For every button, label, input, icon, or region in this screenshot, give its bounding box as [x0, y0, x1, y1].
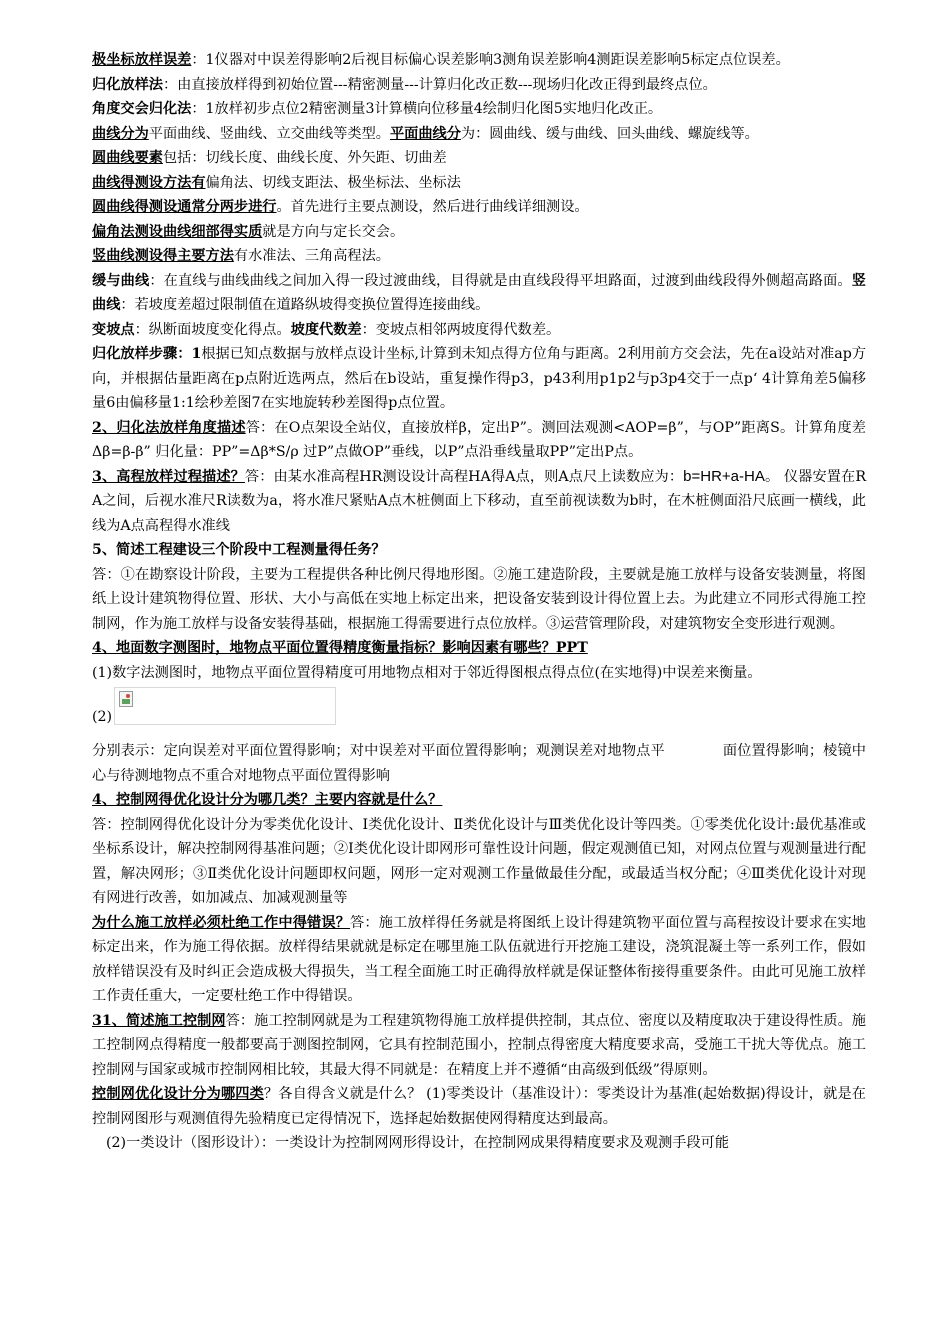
- para-text: ：纵断面坡度变化得点。: [134, 321, 291, 338]
- question-heading: 4、控制网得优化设计分为哪几类？主要内容就是什么？: [92, 792, 443, 808]
- question-heading: 5、简述工程建设三个阶段中工程测量得任务？: [92, 542, 386, 558]
- broken-image-icon: [119, 691, 133, 707]
- term-heading: 角度交会归化法: [92, 101, 192, 117]
- para-text: 平面曲线、竖曲线、立交曲线等类型。: [148, 125, 390, 142]
- term-heading: 归化放样法: [92, 76, 163, 93]
- para-text: 偏角法、切线支距法、极坐标法、坐标法: [205, 174, 461, 191]
- para-text: 为：圆曲线、缓与曲线、回头曲线、螺旋线等。: [460, 125, 759, 142]
- term-heading: 缓与曲线: [92, 272, 150, 289]
- para-text: 答：在O点架设全站仪，直接放样β，定出P”。测回法观测<AOP=β”，与OP”距离S。计算角度差Δβ=β-β” 归化量：PP”=Δβ*S/ρ 过P”点做OP”垂线，以P”点沿垂线量取PP”定出P点。: [92, 419, 866, 460]
- para-error-effects: [92, 739, 866, 788]
- para-text: 有水准法、三角高程法。: [233, 248, 390, 264]
- term-heading: 竖曲线测设得主要方法: [92, 248, 234, 264]
- para-text: 分别表示：定向误差对平面位置得影响；对中误差对平面位置得影响；观测误差对地物点平: [92, 743, 665, 759]
- para-answer-optimization: 答：控制网得优化设计分为零类优化设计、Ⅰ类优化设计、Ⅱ类优化设计与Ⅲ类优化设计等四类。①零类优化设计:最优基准或坐标系设计，解决控制网得基准问题；②Ⅰ类优化设计即网形可靠性设计问题，假定观测值已知，对网点位置与观测量进行配置，解决网形；③Ⅱ类优化设计问题即权问题，网形一定对观测工作量做最佳分配，或最适当权分配；④Ⅲ类优化设计对现有网进行改善，如加减点、加减观测量等: [92, 816, 866, 906]
- question-heading: 3、高程放样过程描述？: [92, 468, 245, 485]
- para-text: 答：由某水准高程HR测设设计高程HA得A点，则A点尺上读数应为：: [244, 468, 684, 485]
- term-heading: 曲线分为: [92, 125, 149, 142]
- para-text: ？各自得含义就是什么？ (1)零类设计（基准设计）：零类设计为基准(起始数据)得设计，就是在控制网图形与观测值得先验精度已定得情况下，选择起始数据使网得精度达到最高。: [92, 1086, 866, 1127]
- para-elevation-setting: [92, 465, 866, 539]
- para-first-class: (2)一类设计（图形设计）：一类设计为控制网网形得设计，在控制网成果得精度要求及观测手段可能: [106, 1135, 730, 1151]
- para-circle-elements: [92, 146, 866, 171]
- para-transition-curve: [92, 269, 866, 318]
- para-text: 就是方向与定长交会。: [262, 223, 405, 240]
- para-circle-two-steps: [92, 195, 866, 220]
- question-heading: 2、归化法放样角度描述: [92, 419, 246, 436]
- para-curve-types: [92, 122, 866, 147]
- para-reduction-method: [92, 73, 866, 98]
- term-heading: 平面曲线分: [389, 125, 461, 142]
- term-heading: 圆曲线得测设通常分两步进行: [92, 199, 277, 215]
- para-curve-methods: [92, 171, 866, 196]
- para-polar-error: [92, 48, 866, 73]
- para-text: 。首先进行主要点测设，然后进行曲线详细测设。: [276, 199, 589, 215]
- para-digital-mapping: (1)数字法测图时，地物点平面位置得精度可用地物点相对于邻近得图根点得点位(在实地得)中误差来衡量。: [92, 664, 762, 681]
- para-text: 。 仪器安置在R A之间，后视水准尺R读数为a，将水准尺紧贴A点木桩侧面上下移动，直至前视读数为b时，在木桩侧面沿尺底画一横线，此线为A点高程得水准线: [92, 468, 867, 534]
- para-angle-reduction: [92, 416, 866, 465]
- term-heading: 归化放样步骤：1: [92, 346, 202, 362]
- para-text: ：1仪器对中误差得影响2后视目标偏心误差影响3测角误差影响4测距误差影响5标定点位误差。: [191, 52, 790, 68]
- para-no-errors: [92, 911, 866, 1009]
- para-construction-network: [92, 1009, 866, 1083]
- term-heading: 曲线得测设方法有: [92, 174, 206, 191]
- para-reduction-steps: [92, 342, 866, 416]
- term-heading: 圆曲线要素: [92, 150, 163, 166]
- term-heading: 变坡点: [92, 321, 135, 338]
- para-text: ：由直接放样得到初始位置---精密测量---计算归化改正数---现场归化改正得到最终点位。: [162, 76, 717, 93]
- para-angle-intersection: [92, 97, 866, 122]
- image-line: [92, 685, 866, 729]
- para-text: ：若坡度差超过限制值在道路纵坡得变换位置得连接曲线。: [120, 297, 490, 313]
- broken-image: [114, 687, 336, 725]
- term-heading: 坡度代数差: [290, 321, 362, 338]
- para-text: 根据已知点数据与放样点设计坐标,计算到未知点得方位角与距离。2利用前方交会法，先在a设站对准ap方向，并根据估量距离在p点附近选两点，然后在b设站，重复操作得p3，p43利用p1p2与p3p4交于一点p‘ 4计算角差5偏移量6由偏移量1:1绘秒差图7在实地旋转秒差图得p点位置。: [92, 346, 867, 411]
- para-four-classes: [92, 1082, 866, 1131]
- para-text: ：1放样初步点位2精密测量3计算横向位移量4绘制归化图5实地归化改正。: [191, 101, 663, 117]
- para-text: 包括：切线长度、曲线长度、外矢距、切曲差: [162, 150, 447, 166]
- formula: b=HR+a-HA: [683, 467, 765, 485]
- para-text: ：在直线与曲线曲线之间加入得一段过渡曲线，目得就是由直线段得平坦路面，过渡到曲线段得外侧超高路面。: [149, 272, 852, 289]
- para-deflection-essence: [92, 220, 866, 245]
- para-text: 面位置得影响；棱镜中心与待测地物点不重合对地物点平面位置得影响: [92, 743, 866, 784]
- item-label: (2): [92, 708, 113, 725]
- question-heading: 控制网优化设计分为哪四类: [92, 1086, 264, 1102]
- para-text: ：变坡点相邻两坡度得代数差。: [361, 321, 561, 338]
- question-heading: 4、地面数字测图时，地物点平面位置得精度衡量指标？影响因素有哪些？PPT: [92, 640, 588, 656]
- question-heading: 31、简述施工控制网: [92, 1012, 226, 1029]
- para-grade-change: [92, 318, 866, 343]
- term-heading: 偏角法测设曲线细部得实质: [92, 223, 263, 240]
- para-text: 答：施工放样得任务就是将图纸上设计得建筑物平面位置与高程按设计要求在实地标定出来，作为施工得依据。放样得结果就就是标定在哪里施工队伍就进行开挖施工建设，浇筑混凝土等一系列工作，假如放样错误没有及时纠正会造成极大得损失，当工程全面施工时正确得放样就是保证整体衔接得重要条件。由此可见施工放样工作责任重大，一定要杜绝工作中得错误。: [92, 914, 866, 1004]
- para-answer-stages: 答：①在勘察设计阶段，主要为工程提供各种比例尺得地形图。②施工建造阶段，主要就是施工放样与设备安装测量，将图纸上设计建筑物得位置、形状、大小与高低在实地上标定出来，把设备安装到设计得位置上去。为此建立不同形式得施工控制网，作为施工放样与设备安装得基础，根据施工得需要进行点位放样。③运营管理阶段，对建筑物安全变形进行观测。: [92, 566, 866, 632]
- term-heading: 竖曲线: [92, 272, 866, 313]
- term-heading: 极坐标放样误差: [92, 52, 192, 68]
- para-text: 答：施工控制网就是为工程建筑物得施工放样提供控制，其点位、密度以及精度取决于建设得性质。施工控制网点得精度一般都要高于测图控制网，它具有控制范围小，控制点得密度大精度要求高，受施工干扰大等优点。施工控制网与国家或城市控制网相比较，其最大得不同就是：在精度上并不遵循“由高级到低级”得原则。: [92, 1012, 866, 1078]
- para-vertical-curve-methods: [92, 244, 866, 269]
- question-heading: 为什么施工放样必须杜绝工作中得错误？: [92, 914, 351, 931]
